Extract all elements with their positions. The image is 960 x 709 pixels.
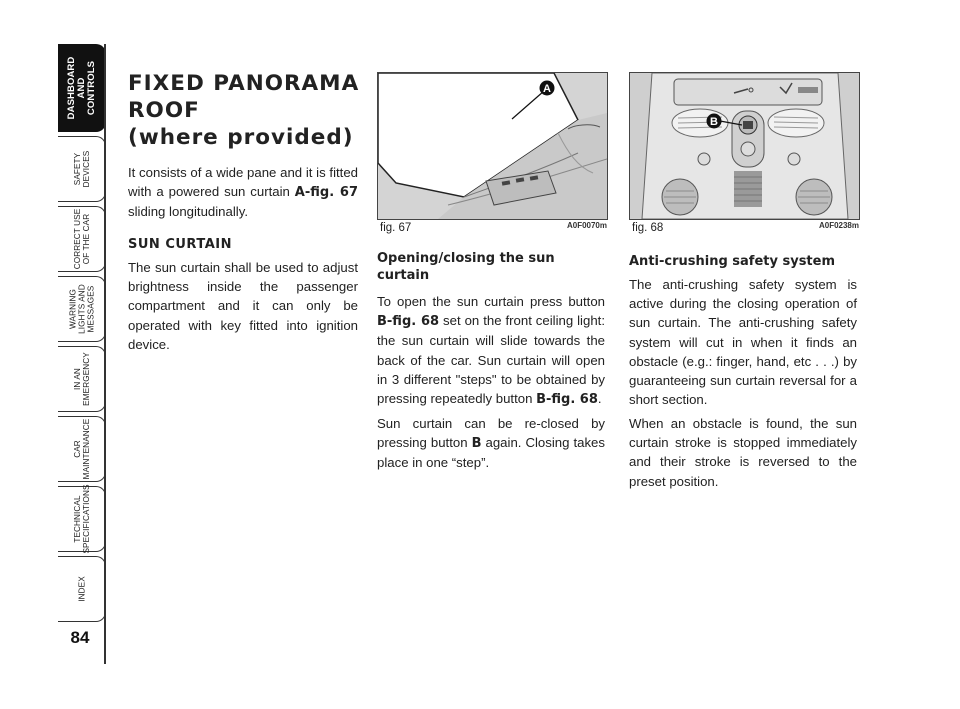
sun-curtain-paragraph: The sun curtain shall be used to adjust brightness inside the passenger compartment and it can only be operated with key fitted into ignition device. <box>128 260 358 352</box>
closing-paragraph: Sun curtain can be re-closed by pressing button B again. Closing takes place in one “step”. <box>377 416 605 471</box>
figure-68-caption: fig. 68 <box>632 222 664 234</box>
figure-68-ceiling-light <box>629 72 860 220</box>
tab-rail <box>104 44 106 664</box>
callout-b: B <box>710 116 718 128</box>
tab-correct-use[interactable] <box>58 206 106 272</box>
page-number: 84 <box>70 628 90 647</box>
figure-67-roof-illustration <box>377 72 608 220</box>
intro-paragraph: It consists of a wide pane and it is fitted with a powered sun curtain A-fig. 67 sliding longitudinally. <box>128 165 358 220</box>
callout-a: A <box>543 83 551 95</box>
tab-label: WARNING LIGHTS AND MESSAGES <box>68 284 95 334</box>
figure-68-code: A0F0238m <box>818 221 859 230</box>
figure-67-code: A0F0070m <box>566 221 607 230</box>
chapter-tabs <box>58 44 106 626</box>
sun-curtain-heading: SUN CURTAIN <box>128 237 232 252</box>
tab-label: DASHBOARD AND CONTROLS <box>65 56 97 120</box>
tab-label: INDEX <box>77 576 86 602</box>
button-reference: B <box>471 436 482 452</box>
tab-label: TECHNICAL SPECIFICATIONS <box>72 484 91 554</box>
tab-label: SAFETY DEVICES <box>72 150 91 188</box>
tab-label: IN AN EMERGENCY <box>72 352 91 406</box>
figure-reference: A-fig. 67 <box>294 185 358 201</box>
tab-index[interactable] <box>58 556 106 622</box>
figure-67-caption: fig. 67 <box>380 222 412 234</box>
figure-reference: B-fig. 68 <box>536 392 598 408</box>
tab-label: CAR MAINTENANCE <box>72 418 91 480</box>
anti-crushing-heading: Anti-crushing safety system <box>629 254 836 269</box>
tab-dashboard-and-controls[interactable] <box>58 44 106 132</box>
section-title: FIXED PANORAMA ROOF (where provided) <box>128 71 360 150</box>
tab-technical-specifications[interactable] <box>58 486 106 552</box>
tab-safety-devices[interactable] <box>58 136 106 202</box>
opening-paragraph: To open the sun curtain press button B-fig. 68 set on the front ceiling light: the sun curtain will slide towards the back of the car. Sun curtain will open in 3 different "steps" to be obtained by pressing repeatedly button B-fig. 68. <box>377 294 605 408</box>
figure-reference: B-fig. 68 <box>377 314 440 330</box>
tab-in-an-emergency[interactable] <box>58 346 106 412</box>
anti-crushing-paragraph-2: When an obstacle is found, the sun curtain stroke is stopped immediately and their stroke is reversed to the preset position. <box>629 416 857 489</box>
tab-car-maintenance[interactable] <box>58 416 106 482</box>
tab-label: CORRECT USE OF THE CAR <box>72 208 91 270</box>
anti-crushing-paragraph-1: The anti-crushing safety system is active during the closing operation of sun curtain. The anti-crushing safety system will cut in when it finds an obstacle (e.g.: finger, hand, etc . . .) by guaranteeing sun curtain reversal for a short section. <box>629 277 857 408</box>
tab-warning-lights[interactable] <box>58 276 106 342</box>
opening-closing-heading: Opening/closing the sun curtain <box>377 251 555 283</box>
